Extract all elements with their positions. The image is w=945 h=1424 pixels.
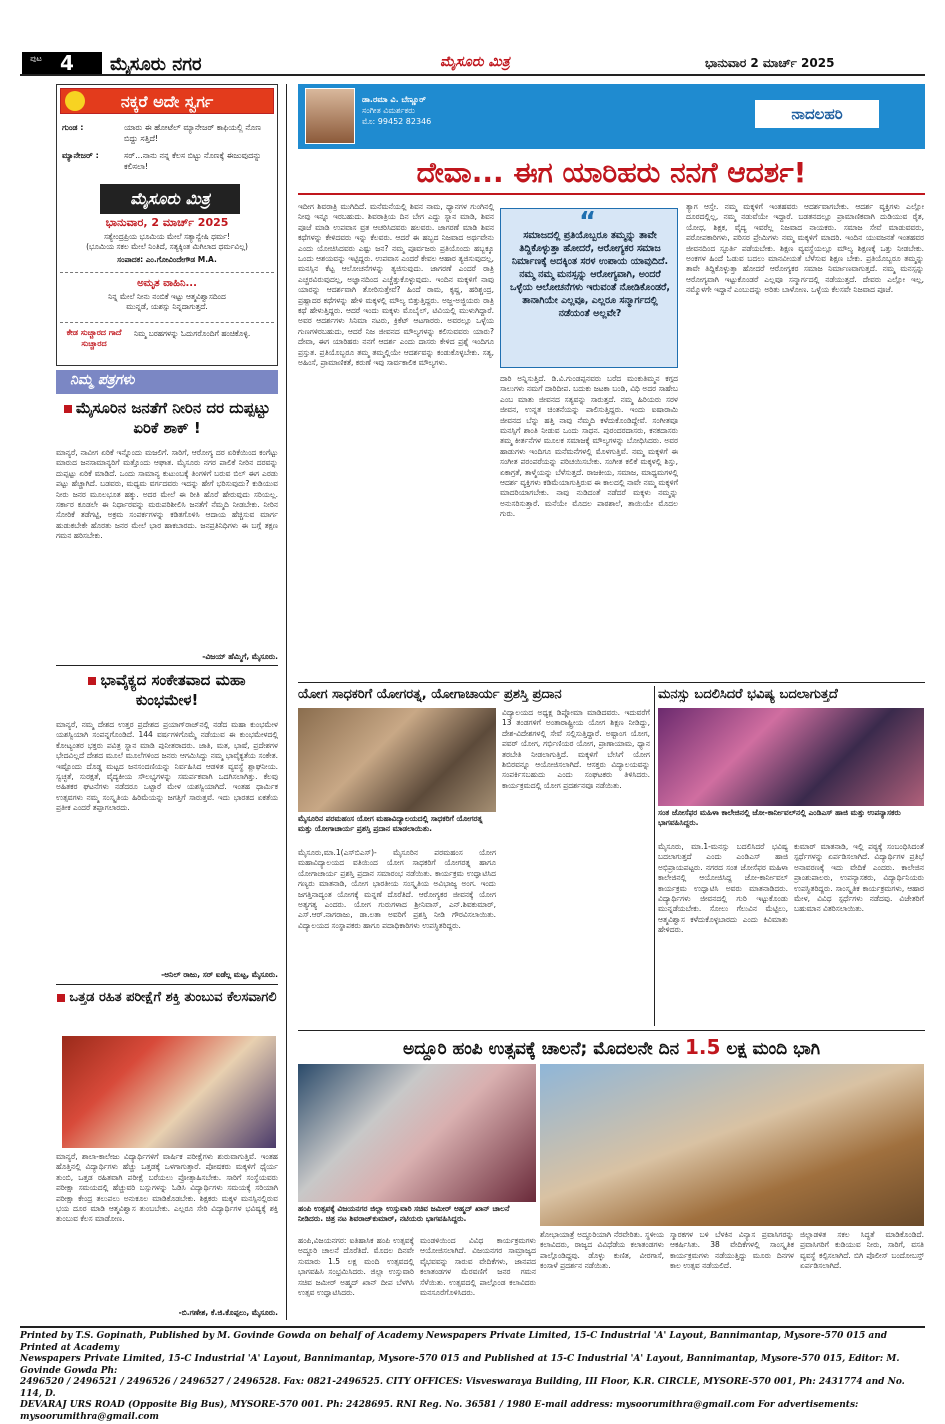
amruta-line: ನಿನ್ನ ಮೇಲೆ ನೀನು ನಂಬಿಕೆ ಇಟ್ಟು ಆತ್ಮವಿಶ್ವಾಸದಿಂದ	[108, 292, 226, 301]
carnival-photo	[658, 708, 924, 806]
sidebar-info-line: ಸತ್ಯೇಂದ್ರಪ್ರಿಯ ಭೂಮಿಯ ಮೇಲೆ ಸತ್ಯಾನ್ವೇಷಿ ಧರ್ಮ!	[103, 232, 231, 241]
mind-body-2: ಕುಮಾರ್ ಮಾತನಾಡಿ, ಇಲ್ಲಿ ಪಠ್ಯಕ್ಕೆ ಸಂಬಂಧಿಸಿದಂತೆ ಸ್ಪರ್ಧೆಗಳನ್ನು ಏರ್ಪಡಿಸಲಾಗಿದೆ. ವಿದ್ಯಾರ್ಥಿಗಳ ಪ್ರತಿಭೆ ಅನಾವರಣಕ್ಕೆ ಇದು ವೇದಿಕೆ ಎಂದರು. ಕಾಲೇಜಿನ ಪ್ರಾಂಶುಪಾಲರು, ಉಪನ್ಯಾಸಕರು, ವಿದ್ಯಾರ್ಥಿನಿಯರು ಉಪಸ್ಥಿತರಿದ್ದರು. ಸಾಂಸ್ಕೃತಿಕ ಕಾರ್ಯಕ್ರಮಗಳು, ಆಹಾರ ಮೇಳ, ವಿವಿಧ ಸ್ಪರ್ಧೆಗಳು ನಡೆದವು. ವಿಜೇತರಿಗೆ ಬಹುಮಾನ ವಿತರಿಸಲಾಯಿತು.	[794, 842, 924, 914]
dialog-line: ಸರ್...ನಾನು ನನ್ನ ಕೆಲಸ ಬಿಟ್ಟು ನೊಣಕ್ಕೆ ಈಜುವುದನ್ನು ಕಲಿಸಲಾ!	[124, 151, 262, 171]
column-body-2: ದಾರಿ ಅನ್ನಿಸುತ್ತಿದೆ. ಡಿ.ವಿ.ಗುಂಡಪ್ಪನವರು ಬರೆದ ಮಂಕುತಿಮ್ಮನ ಕಗ್ಗದ ಸಾಲುಗಳು ನಮಗೆ ದಾರಿದೀಪ. ಬದುಕು ಜಟಕಾ ಬಂಡಿ, ವಿಧಿ ಅದರ ಸಾಹೇಬ ಎಂಬ ಮಾತು ಜೀವನದ ಸತ್ಯವನ್ನು ಸಾರುತ್ತದೆ. ನಮ್ಮ ಹಿರಿಯರು ಸರಳ ಜೀವನ, ಉನ್ನತ ಚಿಂತನೆಯನ್ನು ಪಾಲಿಸುತ್ತಿದ್ದರು. ಇಂದು ಐಷಾರಾಮಿ ಜೀವನದ ಬೆನ್ನು ಹತ್ತಿ ನಾವು ನೆಮ್ಮದಿ ಕಳೆದುಕೊಂಡಿದ್ದೇವೆ. ಸಂಗೀತವೂ ಮನಸ್ಸಿಗೆ ಶಾಂತಿ ನೀಡುವ ಒಂದು ಸಾಧನ. ಪುರಂದರದಾಸರು, ಕನಕದಾಸರು ತಮ್ಮ ಕೀರ್ತನೆಗಳ ಮೂಲಕ ಸಮಾಜಕ್ಕೆ ಮೌಲ್ಯಗಳನ್ನು ಬೋಧಿಸಿದರು. ಅವರ ಹಾಡುಗಳು ಇಂದಿಗೂ ಮನೆಮನೆಗಳಲ್ಲಿ ಮೊಳಗುತ್ತಿವೆ. ನಮ್ಮ ಮಕ್ಕಳಿಗೆ ಈ ಸಂಗೀತ ಪರಂಪರೆಯನ್ನು ಪರಿಚಯಿಸಬೇಕು. ಸಂಗೀತ ಕಲಿಕೆ ಮಕ್ಕಳಲ್ಲಿ ಶಿಸ್ತು, ಏಕಾಗ್ರತೆ, ತಾಳ್ಮೆಯನ್ನು ಬೆಳೆಸುತ್ತದೆ. ರಾಜಕೀಯ, ಸಮಾಜ, ಮಾಧ್ಯಮಗಳಲ್ಲಿ ಆದರ್ಶ ವ್ಯಕ್ತಿಗಳು ಕಡಿಮೆಯಾಗುತ್ತಿರುವ ಈ ಕಾಲದಲ್ಲಿ ನಾವೇ ನಮ್ಮ ಮಕ್ಕಳಿಗೆ ಮಾದರಿಯಾಗಬೇಕು. ನಾವು ನುಡಿದಂತೆ ನಡೆದರೆ ಮಕ್ಕಳು ನಮ್ಮನ್ನು ಅನುಸರಿಸುತ್ತಾರೆ. ಮನೆಯೇ ಮೊದಲ ಪಾಠಶಾಲೆ, ತಾಯಿಯೇ ಮೊದಲ ಗುರು.	[500, 374, 678, 519]
yoga-caption: ಮೈಸೂರಿನ ಪರಮಹಂಸ ಯೋಗ ಮಹಾವಿದ್ಯಾಲಯದಲ್ಲಿ ಸಾಧಕರಿಗೆ ಯೋಗರತ್ನ ಮತ್ತು ಯೋಗಾಚಾರ್ಯ ಪ್ರಶಸ್ತಿ ಪ್ರದಾನ ಮಾಡಲಾಯಿತು.	[298, 814, 483, 833]
page-number-bg	[50, 52, 102, 74]
sidebar-info-line: (ಭೂಮಿಯ ಸಕಲ ಮೇಲೆ ನಿಂತಿದೆ, ಸತ್ಯಕ್ಕಿಂತ ಮಿಗಿಲಾದ ಧರ್ಮವಿಲ್ಲ)	[86, 242, 248, 251]
hampi-body-5: ಜಿಲ್ಲಾಡಳಿತ ಸಕಲ ಸಿದ್ಧತೆ ಮಾಡಿಕೊಂಡಿದೆ. ಪ್ರವಾಸಿಗರಿಗೆ ಕುಡಿಯುವ ನೀರು, ಸಾರಿಗೆ, ವಸತಿ ವ್ಯವಸ್ಥೆ ಕಲ್ಪಿಸಲಾಗಿದೆ. ಬಿಗಿ ಪೊಲೀಸ್ ಬಂದೋಬಸ್ತ್ ಏರ್ಪಡಿಸಲಾಗಿದೆ.	[800, 1230, 924, 1271]
dialog-speaker: ಮ್ಯಾನೇಜರ್ :	[62, 151, 99, 160]
letter3-title: ಒತ್ತಡ ರಹಿತ ಪರೀಕ್ಷೆಗೆ ಶಕ್ತಿ ತುಂಬುವ ಕೆಲಸವಾಗಲಿ	[56, 988, 278, 1032]
letter3-sign: -ಬಿ.ಗಣೇಶ, ಕೆ.ಜಿ.ಕೊಪ್ಪಲು, ಮೈಸೂರು.	[178, 1308, 278, 1317]
author-info	[362, 94, 431, 127]
header-date: ಭಾನುವಾರ 2 ಮಾರ್ಚ್ 2025	[705, 56, 835, 70]
letters-header	[56, 370, 278, 394]
imprint-line: Newspapers Private Limited, 15-C Industrial 'A' Layout, Bannimantap, Mysore-570 015 and Published at 15-C Industrial 'A' Layout, Bannimantap, Mysore-570 015, Editor: M. Govinde Gowda Ph:	[20, 1354, 900, 1376]
sidebar-bottom	[60, 322, 274, 362]
hampi-procession-photo	[540, 1064, 924, 1226]
letter1-sign: -ವಿಜಯ್ ಹೆಮ್ಮಿಗೆ, ಮೈಸೂರು.	[202, 652, 278, 661]
bullet-icon	[57, 994, 65, 1002]
bullet-icon	[88, 677, 96, 685]
section-title: ಮೈಸೂರು ನಗರ	[110, 54, 202, 75]
dialog-row	[62, 150, 272, 172]
letter1-title: ಮೈಸೂರಿನ ಜನತೆಗೆ ನೀರಿನ ದರ ದುಪ್ಪಟ್ಟು ಏರಿಕೆ ಶಾಕ್ !	[56, 398, 278, 442]
nakkare-banner	[60, 88, 274, 114]
letter2-body: ಮಾನ್ಯರೆ, ನಮ್ಮ ದೇಶದ ಉತ್ತರ ಪ್ರದೇಶದ ಪ್ರಯಾಗ್‌ರಾಜ್‌ನಲ್ಲಿ ನಡೆದ ಮಹಾ ಕುಂಭಮೇಳ ಯಶಸ್ವಿಯಾಗಿ ಸಂಪನ್ನಗೊಂಡಿದೆ. 144 ವರ್ಷಗಳಿಗೊಮ್ಮೆ ನಡೆಯುವ ಈ ಕುಂಭಮೇಳದಲ್ಲಿ ಕೋಟ್ಯಂತರ ಭಕ್ತರು ಪವಿತ್ರ ಸ್ನಾನ ಮಾಡಿ ಪುನೀತರಾದರು. ಜಾತಿ, ಮತ, ಭಾಷೆ, ಪ್ರದೇಶಗಳ ಭೇದವಿಲ್ಲದೆ ದೇಶದ ಮೂಲೆ ಮೂಲೆಗಳಿಂದ ಜನರು ಆಗಮಿಸಿದ್ದು ನಮ್ಮ ಭಾವೈಕ್ಯತೆಯ ಸಂಕೇತ. ಇಷ್ಟೊಂದು ದೊಡ್ಡ ಮಟ್ಟದ ಜನಸಂದಣಿಯನ್ನು ನಿರ್ವಹಿಸಿದ ಆಡಳಿತ ವ್ಯವಸ್ಥೆ ಶ್ಲಾಘನೀಯ. ಸ್ವಚ್ಛತೆ, ಸುರಕ್ಷತೆ, ವೈದ್ಯಕೀಯ ಸೌಲಭ್ಯಗಳನ್ನು ಸಮರ್ಪಕವಾಗಿ ಒದಗಿಸಲಾಗಿತ್ತು. ಕೆಲವು ಅಹಿತಕರ ಘಟನೆಗಳು ನಡೆದರೂ ಒಟ್ಟಾರೆ ಮೇಳ ಯಶಸ್ವಿಯಾಗಿದೆ. ಇಂತಹ ಧಾರ್ಮಿಕ ಉತ್ಸವಗಳು ನಮ್ಮ ಸಂಸ್ಕೃತಿಯ ಹಿರಿಮೆಯನ್ನು ಜಗತ್ತಿಗೆ ಸಾರುತ್ತವೆ. ಇದು ಭಾರತದ ಏಕತೆಯ ಪ್ರತೀಕ ಎಂದರೆ ತಪ್ಪಾಗಲಾರದು.	[56, 720, 278, 813]
column-name: ನಾದಲಹರಿ	[755, 100, 879, 128]
hampi-body-1: ಹಂಪಿ,ವಿಜಯನಗರ: ಐತಿಹಾಸಿಕ ಹಂಪಿ ಉತ್ಸವಕ್ಕೆ ಅದ್ದೂರಿ ಚಾಲನೆ ದೊರೆತಿದೆ. ಮೊದಲ ದಿನವೇ ಸುಮಾರು 1.5 ಲಕ್ಷ ಮಂದಿ ಉತ್ಸವದಲ್ಲಿ ಭಾಗವಹಿಸಿ ಸಂಭ್ರಮಿಸಿದರು. ಜಿಲ್ಲಾ ಉಸ್ತುವಾರಿ ಸಚಿವ ಜಮೀರ್ ಅಹ್ಮದ್ ಖಾನ್ ದೀಪ ಬೆಳಗಿಸಿ ಉತ್ಸವ ಉದ್ಘಾಟಿಸಿದರು.	[298, 1236, 414, 1298]
column-headline: ದೇವಾ... ಈಗ ಯಾರಿಹರು ನನಗೆ ಆದರ್ಶ!	[298, 151, 925, 195]
amruta-line: ಮುನ್ನಡೆ, ಯಶಸ್ಸು ನಿನ್ನದಾಗುತ್ತದೆ.	[126, 302, 208, 311]
hampi-body-3: ಶೋಭಾಯಾತ್ರೆ ಅದ್ಧೂರಿಯಾಗಿ ನೆರವೇರಿತು. ಸ್ಥಳೀಯ ಕಲಾವಿದರು, ರಾಜ್ಯದ ವಿವಿಧೆಡೆಯ ಕಲಾತಂಡಗಳು ಪಾಲ್ಗೊಂಡಿದ್ದವು. ಡೊಳ್ಳು ಕುಣಿತ, ವೀರಗಾಸೆ, ಕಂಸಾಳೆ ಪ್ರದರ್ಶನ ನಡೆಯಿತು.	[540, 1230, 664, 1271]
hampi-headline: ಅದ್ದೂರಿ ಹಂಪಿ ಉತ್ಸವಕ್ಕೆ ಚಾಲನೆ; ಮೊದಲನೇ ದಿನ 1.5 ಲಕ್ಷ ಮಂದಿ ಭಾಗಿ	[403, 1035, 820, 1059]
divider	[56, 984, 278, 985]
dialog-row	[62, 122, 272, 144]
divider	[60, 272, 274, 273]
column-body-1: ಇದೀಗ ಶಿವರಾತ್ರಿ ಮುಗಿದಿದೆ. ಮನೆಮನೆಯಲ್ಲಿ ಶಿವನ ನಾಮ, ಧ್ಯಾನಗಳ ಗುಂಗಿನಲ್ಲಿ ನೀವು ಇನ್ನೂ ಇರಬಹುದು. ಶಿವರಾತ್ರಿಯ ದಿನ ಬೇಗ ಎದ್ದು ಸ್ನಾನ ಮಾಡಿ, ಶಿವನ ಪೂಜೆ ಮಾಡಿ ಉಪವಾಸ ವ್ರತ ಆಚರಿಸಿದವರು ಹಲವರು. ಜಾಗರಣೆ ಮಾಡಿ ಶಿವನ ಕಥೆಗಳನ್ನು ಕೇಳಿದವರು ಇನ್ನು ಕೆಲವರು. ಆದರೆ ಈ ಹಬ್ಬದ ನಿಜವಾದ ಅರ್ಥವೇನು ಎಂದು ಯೋಚಿಸಿದವರು ಎಷ್ಟು ಜನ? ನಮ್ಮ ಪೂರ್ವಜರು ಪ್ರತಿಯೊಂದು ಹಬ್ಬಕ್ಕೂ ಒಂದು ಆಶಯವನ್ನು ಇಟ್ಟಿದ್ದರು. ಉಪವಾಸ ಎಂದರೆ ಕೇವಲ ಆಹಾರ ತ್ಯಜಿಸುವುದಲ್ಲ, ಮನಸ್ಸಿನ ಕೆಟ್ಟ ಆಲೋಚನೆಗಳನ್ನು ತ್ಯಜಿಸುವುದು. ಜಾಗರಣೆ ಎಂದರೆ ರಾತ್ರಿ ಎಚ್ಚರವಿರುವುದಲ್ಲ, ಅಜ್ಞಾನದಿಂದ ಎಚ್ಚೆತ್ತುಕೊಳ್ಳುವುದು. ಇಂದಿನ ಮಕ್ಕಳಿಗೆ ನಾವು ಯಾರನ್ನು ಆದರ್ಶವಾಗಿ ತೋರಿಸುತ್ತೇವೆ? ಹಿಂದೆ ರಾಮ, ಕೃಷ್ಣ, ಹರಿಶ್ಚಂದ್ರ, ಪ್ರಹ್ಲಾದರ ಕಥೆಗಳನ್ನು ಹೇಳಿ ಮಕ್ಕಳಲ್ಲಿ ಮೌಲ್ಯ ಬಿತ್ತುತ್ತಿದ್ದರು. ಅಜ್ಜ-ಅಜ್ಜಿಯರು ರಾತ್ರಿ ಕಥೆ ಹೇಳುತ್ತಿದ್ದರು. ಆದರೆ ಇಂದು ಮಕ್ಕಳು ಮೊಬೈಲ್, ಟಿವಿಯಲ್ಲಿ ಮುಳುಗಿದ್ದಾರೆ. ಅವರ ಆದರ್ಶಗಳು ಸಿನಿಮಾ ನಟರು, ಕ್ರಿಕೆಟ್ ಆಟಗಾರರು. ಅವರಲ್ಲೂ ಒಳ್ಳೆಯ ಗುಣಗಳಿರಬಹುದು, ಆದರೆ ನಿಜ ಜೀವನದ ಮೌಲ್ಯಗಳನ್ನು ಕಲಿಸುವವರು ಯಾರು? ದೇವಾ, ಈಗ ಯಾರಿಹರು ನನಗೆ ಆದರ್ಶ ಎಂದು ದಾಸರು ಕೇಳಿದ ಪ್ರಶ್ನೆ ಇಂದಿಗೂ ಪ್ರಸ್ತುತ. ಪ್ರತಿಯೊಬ್ಬರೂ ತಮ್ಮ ತಮ್ಮಲ್ಲಿಯೇ ಆದರ್ಶವನ್ನು ಕಂಡುಕೊಳ್ಳಬೇಕು. ಸತ್ಯ, ಅಹಿಂಸೆ, ಪ್ರಾಮಾಣಿಕತೆ, ಕರುಣೆ ಇವು ಸಾರ್ವಕಾಲಿಕ ಮೌಲ್ಯಗಳು.	[298, 202, 494, 368]
mind-headline: ಮನಸ್ಸು ಬದಲಿಸಿದರೆ ಭವಿಷ್ಯ ಬದಲಾಗುತ್ತದೆ	[658, 687, 838, 702]
joke-dialog	[62, 122, 272, 172]
quote-icon: “	[579, 207, 597, 237]
yoga-body-1: ಮೈಸೂರು,ಮಾ.1(ಎಸ್‌ಬಿಎಸ್)- ಮೈಸೂರಿನ ಪರಮಹಂಸ ಯೋಗ ಮಹಾವಿದ್ಯಾಲಯದ ವತಿಯಿಂದ ಯೋಗ ಸಾಧಕರಿಗೆ ಯೋಗರತ್ನ ಹಾಗೂ ಯೋಗಾಚಾರ್ಯ ಪ್ರಶಸ್ತಿ ಪ್ರದಾನ ಸಮಾರಂಭ ನಡೆಯಿತು. ಕಾರ್ಯಕ್ರಮ ಉದ್ಘಾಟಿಸಿದ ಗಣ್ಯರು ಮಾತನಾಡಿ, ಯೋಗ ಭಾರತೀಯ ಸಂಸ್ಕೃತಿಯ ಅವಿಭಾಜ್ಯ ಅಂಗ. ಇಂದು ಜಗತ್ತಿನಾದ್ಯಂತ ಯೋಗಕ್ಕೆ ಮನ್ನಣೆ ದೊರೆತಿದೆ. ಆರೋಗ್ಯಕರ ಜೀವನಕ್ಕೆ ಯೋಗ ಅತ್ಯಗತ್ಯ ಎಂದರು. ಯೋಗ ಗುರುಗಳಾದ ಶ್ರೀನಿವಾಸ್, ಎನ್.ಶಿವಕುಮಾರ್, ಎಸ್.ಆರ್.ನಾಗರಾಜು, ಡಾ.ಲತಾ ಅವರಿಗೆ ಪ್ರಶಸ್ತಿ ನೀಡಿ ಗೌರವಿಸಲಾಯಿತು. ವಿದ್ಯಾಲಯದ ಸಂಸ್ಥಾಪಕರು ಹಾಗೂ ಪದಾಧಿಕಾರಿಗಳು ಉಪಸ್ಥಿತರಿದ್ದರು.	[298, 848, 496, 930]
editor-line: ಸಂಪಾದಕ: ಎಂ.ಗೋವಿಂದೇಗೌಡ M.A.	[117, 255, 217, 264]
imprint-line: Printed by T.S. Gopinath, Published by M. Govinde Gowda on behalf of Academy Newspapers Private Limited, 15-C Industrial 'A' Layout, Bannimantap, Mysore-570 015 and Printed at Academy	[20, 1331, 888, 1353]
author-role: ಸಂಗೀತ ವಿಮರ್ಶಕರು	[362, 106, 415, 115]
column-divider	[654, 686, 655, 1026]
pull-quote-text: ಸಮಾಜದಲ್ಲಿ ಪ್ರತಿಯೊಬ್ಬರೂ ತಮ್ಮನ್ನು ತಾವೇ ತಿದ್ದಿಕೊಳ್ಳುತ್ತಾ ಹೋದರೆ, ಆರೋಗ್ಯಕರ ಸಮಾಜ ನಿರ್ಮಾಣಕ್ಕೆ ಅದಕ್ಕಿಂತ ಸರಳ ಉಪಾಯ ಯಾವುದಿದೆ. ನಮ್ಮ ನಮ್ಮ ಮನಸ್ಸನ್ನು ಆರೋಗ್ಯವಾಗಿ, ಅಂದರೆ ಒಳ್ಳೆಯ ಆಲೋಚನೆಗಳು ಇರುವಂತೆ ನೋಡಿಕೊಂಡರೆ, ತಾನಾಗಿಯೇ ಎಲ್ಲವೂ, ಎಲ್ಲರೂ ಸನ್ಮಾರ್ಗದಲ್ಲಿ ನಡೆಯಂತೆ ಅಲ್ಲವೇ?	[509, 230, 671, 319]
hampi-inauguration-photo	[298, 1064, 536, 1202]
yoga-body-2: ವಿದ್ಯಾಲಯದ ಅಧ್ಯಕ್ಷ ಡಿಪ್ಲೋಮಾ ಮಾಡಿದವರು. ಇದುವರೆಗೆ 13 ತಂಡಗಳಿಗೆ ಅಂತಾರಾಷ್ಟ್ರೀಯ ಯೋಗ ಶಿಕ್ಷಣ ನೀಡಿದ್ದು, ದೇಶ-ವಿದೇಶಗಳಲ್ಲಿ ಸೇವೆ ಸಲ್ಲಿಸುತ್ತಿದ್ದಾರೆ. ಅಷ್ಟಾಂಗ ಯೋಗ, ಪವರ್ ಯೋಗ, ಗರ್ಭಿಣಿಯರ ಯೋಗ, ಪ್ರಾಣಾಯಾಮ, ಧ್ಯಾನ ತರಬೇತಿ ನೀಡಲಾಗುತ್ತಿದೆ. ಮಕ್ಕಳಿಗೆ ಬೇಸಿಗೆ ಯೋಗ ಶಿಬಿರವನ್ನೂ ಆಯೋಜಿಸಲಾಗಿದೆ. ಆಸಕ್ತರು ವಿದ್ಯಾಲಯವನ್ನು ಸಂಪರ್ಕಿಸಬಹುದು ಎಂದು ಸಂಘಟಕರು ತಿಳಿಸಿದರು. ಕಾರ್ಯಕ್ರಮದಲ್ಲಿ ಯೋಗ ಪ್ರದರ್ಶನವೂ ನಡೆಯಿತು.	[502, 708, 650, 790]
divider	[298, 1030, 925, 1031]
laughing-face-icon	[65, 91, 85, 111]
imprint-line: 2496520 / 2496521 / 2496526 / 2496527 / 2496528. Fax: 0821-2496525. CITY OFFICES: Visveswaraya Building, III Floor, K.R. CIRCLE, MYSORE-570 001, Ph: 2431774 and No. 114, D.	[20, 1377, 905, 1399]
sidebar-date: ಭಾನುವಾರ, 2 ಮಾರ್ಚ್ 2025	[105, 216, 229, 229]
nakkare-title: ನಕ್ಕರೆ ಅದೇ ಸ್ವರ್ಗ	[120, 92, 214, 111]
mind-caption: ಸಂತ ಜೋಸೆಫರ ಮಹಿಳಾ ಕಾಲೇಜಿನಲ್ಲಿ ಜೋ-ಕಾರ್ನೀವಲ್‌ನಲ್ಲಿ ಎಂಡಿಎಸ್ ಹಾಜಿ ಮತ್ತು ಉಪನ್ಯಾಸಕರು ಭಾಗವಹಿಸಿದ್ದರು.	[658, 808, 901, 827]
letters-title: ನಿಮ್ಮ ಪತ್ರಗಳು	[70, 372, 135, 388]
hampi-body-4: ಸ್ಮಾರಕಗಳ ಬಳಿ ಬೆಳಕಿನ ವಿನ್ಯಾಸ ಪ್ರವಾಸಿಗರನ್ನು ಆಕರ್ಷಿಸಿತು. 38 ವೇದಿಕೆಗಳಲ್ಲಿ ಸಾಂಸ್ಕೃತಿಕ ಕಾರ್ಯಕ್ರಮಗಳು ನಡೆಯುತ್ತಿದ್ದು ಮೂರು ದಿನಗಳ ಕಾಲ ಉತ್ಸವ ನಡೆಯಲಿದೆ.	[670, 1230, 794, 1271]
hampi-caption: ಹಂಪಿ ಉತ್ಸವಕ್ಕೆ ವಿಜಯನಗರ ಜಿಲ್ಲಾ ಉಸ್ತುವಾರಿ ಸಚಿವ ಜಮೀರ್ ಅಹ್ಮದ್ ಖಾನ್ ಚಾಲನೆ ನೀಡಿದರು. ಚಿತ್ರ ನಟ ಶಿವರಾಜ್‌ಕುಮಾರ್, ನಟಿಯರು ಭಾಗವಹಿಸಿದ್ದರು.	[298, 1204, 510, 1223]
author-photo	[305, 88, 355, 144]
imprint-line: DEVARAJ URS ROAD (Opposite Big Bus), MYSORE-570 001. Ph: 2428695. RNI Reg. No. 36581 / 1980 E-mail address: mysoorumithra@gmail.com For advertisements: mysoorumithra@gmail.com	[20, 1400, 859, 1422]
amruta-text	[60, 292, 274, 312]
sidebar-brand: ಮೈಸೂರು ಮಿತ್ರ	[100, 184, 240, 214]
yoga-award-photo	[298, 708, 496, 812]
imprint-footer	[20, 1326, 925, 1422]
page-number: 4	[60, 51, 74, 75]
yoga-headline: ಯೋಗ ಸಾಧಕರಿಗೆ ಯೋಗರತ್ನ, ಯೋಗಾಚಾರ್ಯ ಪ್ರಶಸ್ತಿ ಪ್ರದಾನ	[298, 687, 562, 702]
bullet-icon	[64, 405, 72, 413]
divider	[298, 682, 925, 683]
letter3-body: ಮಾನ್ಯರೆ, ಶಾಲಾ-ಕಾಲೇಜು ವಿದ್ಯಾರ್ಥಿಗಳಿಗೆ ವಾರ್ಷಿಕ ಪರೀಕ್ಷೆಗಳು ಶುರುವಾಗುತ್ತಿವೆ. ಇಂತಹ ಹೊತ್ತಿನಲ್ಲಿ ವಿದ್ಯಾರ್ಥಿಗಳು ಹೆಚ್ಚು ಒತ್ತಡಕ್ಕೆ ಒಳಗಾಗುತ್ತಾರೆ. ಪೋಷಕರು ಮಕ್ಕಳಿಗೆ ಧೈರ್ಯ ತುಂಬಿ, ಒತ್ತಡ ರಹಿತವಾಗಿ ಪರೀಕ್ಷೆ ಬರೆಯಲು ಪ್ರೋತ್ಸಾಹಿಸಬೇಕು. ಸಾರಿಗೆ ಸಂಸ್ಥೆಯವರು ಪರೀಕ್ಷಾ ಸಮಯದಲ್ಲಿ ಹೆಚ್ಚುವರಿ ಬಸ್ಸುಗಳನ್ನು ಓಡಿಸಿ ವಿದ್ಯಾರ್ಥಿಗಳು ಸಮಯಕ್ಕೆ ಸರಿಯಾಗಿ ಪರೀಕ್ಷಾ ಕೇಂದ್ರ ತಲುಪಲು ಅನುಕೂಲ ಮಾಡಿಕೊಡಬೇಕು. ಶಿಕ್ಷಕರು ಮಕ್ಕಳ ಮನಸ್ಸಿನಲ್ಲಿರುವ ಭಯ ದೂರ ಮಾಡಿ ಆತ್ಮವಿಶ್ವಾಸ ತುಂಬಬೇಕು. ಎಲ್ಲರೂ ಸೇರಿ ವಿದ್ಯಾರ್ಥಿಗಳ ಭವಿಷ್ಯಕ್ಕೆ ಶಕ್ತಿ ತುಂಬುವ ಕೆಲಸ ಮಾಡೋಣ.	[56, 1152, 278, 1224]
hampi-count: 1.5	[684, 1035, 721, 1059]
page-label: ಪುಟ	[22, 52, 50, 74]
column-divider	[286, 84, 287, 1320]
letter2-title: ಭಾವೈಕ್ಯದ ಸಂಕೇತವಾದ ಮಹಾ ಕುಂಭಮೇಳ!	[56, 670, 278, 714]
letter2-sign: -ಅನಿಲ್ ರಾಜು, ಸರ್ ಐಡೆಲ್ಲ ಮಟ್ಟ, ಮೈಸೂರು.	[161, 970, 278, 979]
author-phone: ಮೊ: 99452 82346	[362, 117, 432, 126]
proverb-text: ನಿಮ್ಮ ಬರಹಗಳನ್ನು ಓದುಗರೊಂದಿಗೆ ಹಂಚಿಕೊಳ್ಳಿ.	[134, 329, 251, 338]
mind-body-1: ಮೈಸೂರು, ಮಾ.1-ಮನಸ್ಸು ಬದಲಿಸಿದರೆ ಭವಿಷ್ಯ ಬದಲಾಗುತ್ತದೆ ಎಂದು ಎಂಡಿಎಸ್ ಹಾಜಿ ಅಭಿಪ್ರಾಯಪಟ್ಟರು. ನಗರದ ಸಂತ ಜೋಸೆಫರ ಮಹಿಳಾ ಕಾಲೇಜಿನಲ್ಲಿ ಆಯೋಜಿಸಿದ್ದ ಜೋ-ಕಾರ್ನೀವಲ್ ಕಾರ್ಯಕ್ರಮ ಉದ್ಘಾಟಿಸಿ ಅವರು ಮಾತನಾಡಿದರು. ವಿದ್ಯಾರ್ಥಿಗಳು ಜೀವನದಲ್ಲಿ ಗುರಿ ಇಟ್ಟುಕೊಂಡು ಮುನ್ನಡೆಯಬೇಕು. ಸೋಲು ಗೆಲುವಿನ ಮೆಟ್ಟಿಲು, ಆತ್ಮವಿಶ್ವಾಸ ಕಳೆದುಕೊಳ್ಳಬಾರದು ಎಂದು ಕಿವಿಮಾತು ಹೇಳಿದರು.	[658, 842, 788, 935]
dialog-speaker: ಗುಂಡ :	[62, 123, 84, 132]
dialog-line: ಯಾರು ಈ ಹೋಟೆಲ್ ಮ್ಯಾನೇಜರ್ ಕಾಫಿಯಲ್ಲಿ ನೊಣ ಬಿದ್ದು ಸತ್ತಿದೆ!	[124, 123, 261, 143]
proverb-label: ಕೇಡ ಸುಚ್ಚಾರದ ಗಾದೆ ಸುಚ್ಚಾರದ	[66, 328, 122, 348]
masthead-brand: ಮೈಸೂರು ಮಿತ್ರ	[440, 54, 510, 70]
column-body-3: ತ್ಯಾಗ ಆಸ್ತೇ. ನಮ್ಮ ಮಕ್ಕಳಿಗೆ ಇಂತಹವರು ಆದರ್ಶವಾಗಬೇಕು. ಆದರ್ಶ ವ್ಯಕ್ತಿಗಳು ಎಲ್ಲೋ ದೂರದಲ್ಲಿಲ್ಲ, ನಮ್ಮ ನಡುವೆಯೇ ಇದ್ದಾರೆ. ಬಡತನದಲ್ಲೂ ಪ್ರಾಮಾಣಿಕವಾಗಿ ದುಡಿಯುವ ರೈತ, ಯೋಧ, ಶಿಕ್ಷಕ, ವೈದ್ಯ ಇವರೆಲ್ಲ ನಿಜವಾದ ನಾಯಕರು. ಸಮಾಜ ಸೇವೆ ಮಾಡುವವರು, ಪರೋಪಕಾರಿಗಳು, ಪರಿಸರ ಪ್ರೇಮಿಗಳು ನಮ್ಮ ಮಕ್ಕಳಿಗೆ ಮಾದರಿ. ಇಂದಿನ ಯುವಜನತೆ ಇಂತಹವರ ಜೀವನದಿಂದ ಸ್ಫೂರ್ತಿ ಪಡೆಯಬೇಕು. ಶಿಕ್ಷಣ ವ್ಯವಸ್ಥೆಯಲ್ಲೂ ಮೌಲ್ಯ ಶಿಕ್ಷಣಕ್ಕೆ ಒತ್ತು ನೀಡಬೇಕು. ಅಂಕಗಳ ಹಿಂದೆ ಓಡುವ ಬದಲು ಮಾನವೀಯತೆ ಬೆಳೆಸುವ ಶಿಕ್ಷಣ ಬೇಕು. ಪ್ರತಿಯೊಬ್ಬರೂ ತಮ್ಮನ್ನು ತಾವೇ ತಿದ್ದಿಕೊಳ್ಳುತ್ತಾ ಹೋದರೆ ಆರೋಗ್ಯಕರ ಸಮಾಜ ನಿರ್ಮಾಣವಾಗುತ್ತದೆ. ನಮ್ಮ ಮನಸ್ಸನ್ನು ಆರೋಗ್ಯವಾಗಿ ಇಟ್ಟುಕೊಂಡರೆ ಎಲ್ಲವೂ ಸನ್ಮಾರ್ಗದಲ್ಲಿ ನಡೆಯುತ್ತದೆ. ದೇವರು ಎಲ್ಲೋ ಇಲ್ಲ, ನಮ್ಮೊಳಗೇ ಇದ್ದಾನೆ ಎಂಬುದನ್ನು ಅರಿತು ಬಾಳೋಣ. ಒಳ್ಳೆಯ ಕೆಲಸವೇ ನಿಜವಾದ ಪೂಜೆ.	[686, 202, 924, 295]
author-name: ಡಾ.ರಮಾ ವಿ. ಬೆಣ್ಣೂರ್	[362, 95, 426, 104]
letter1-body: ಮಾನ್ಯರೆ, ನಾವೀಗ ಏರಿಕೆ ಇನ್ನೊಂದು ಮಜಲಿಗೆ. ಸಾರಿಗೆ, ಆರೋಗ್ಯ ದರ ಏರಿಕೆಯಿಂದ ಕಂಗೆಟ್ಟು ಮಾರುದ ಜನಸಾಮಾನ್ಯರಿಗೆ ಮತ್ತೊಂದು ಆಘಾತ. ಮೈಸೂರು ನಗರ ಪಾಲಿಕೆ ನೀರಿನ ದರವನ್ನು ದುಪ್ಪಟ್ಟು ಏರಿಕೆ ಮಾಡಿದೆ. ಒಂದು ಸಾಮಾನ್ಯ ಕುಟುಂಬಕ್ಕೆ ತಿಂಗಳಿಗೆ ಬರುವ ಬಿಲ್ ಈಗ ಎರಡು ಪಟ್ಟು ಹೆಚ್ಚಾಗಿದೆ. ಬಡವರು, ಮಧ್ಯಮ ವರ್ಗದವರು ಇದನ್ನು ಹೇಗೆ ಭರಿಸುವುದು? ಕುಡಿಯುವ ನೀರು ಜನರ ಮೂಲಭೂತ ಹಕ್ಕು. ಅದರ ಮೇಲೆ ಈ ರೀತಿ ಹೊರೆ ಹೇರುವುದು ಸರಿಯಲ್ಲ. ಸರ್ಕಾರ ಕೂಡಲೇ ಈ ನಿರ್ಧಾರವನ್ನು ಮರುಪರಿಶೀಲಿಸಿ ಜನತೆಗೆ ನೆಮ್ಮದಿ ನೀಡಬೇಕು. ನೀರಿನ ಸೋರಿಕೆ ತಡೆಗಟ್ಟಿ, ಅಕ್ರಮ ಸಂಪರ್ಕಗಳನ್ನು ಕಡಿತಗೊಳಿಸಿ ಆದಾಯ ಹೆಚ್ಚಿಸುವ ಮಾರ್ಗ ಹುಡುಕಬೇಕೇ ಹೊರತು ಜನರ ಮೇಲೆ ಭಾರ ಹಾಕಬಾರದು. ಜನಪ್ರತಿನಿಧಿಗಳು ಈ ಬಗ್ಗೆ ತಕ್ಷಣ ಗಮನ ಹರಿಸಬೇಕು.	[56, 448, 278, 541]
amruta-title: ಅಮೃತ ವಾಹಿನಿ...	[137, 278, 197, 289]
pull-quote	[500, 208, 678, 368]
exam-crowd-photo	[62, 1036, 276, 1148]
divider	[56, 665, 278, 666]
hampi-body-2: ಮಂಡಳಿಯಿಂದ ವಿವಿಧ ಕಾರ್ಯಕ್ರಮಗಳು ಆಯೋಜಿಸಲಾಗಿದೆ. ವಿಜಯನಗರ ಸಾಮ್ರಾಜ್ಯದ ವೈಭವವನ್ನು ಸಾರುವ ವೇದಿಕೆಗಳು, ಜಾನಪದ ಕಲಾತಂಡಗಳ ಮೆರವಣಿಗೆ ಜನರ ಗಮನ ಸೆಳೆಯಿತು. ಉತ್ಸವದಲ್ಲಿ ಪಾಲ್ಗೊಂಡ ಕಲಾವಿದರು ಮನಸೂರೆಗೊಳಿಸಿದರು.	[420, 1236, 536, 1298]
sidebar-info	[60, 232, 274, 265]
